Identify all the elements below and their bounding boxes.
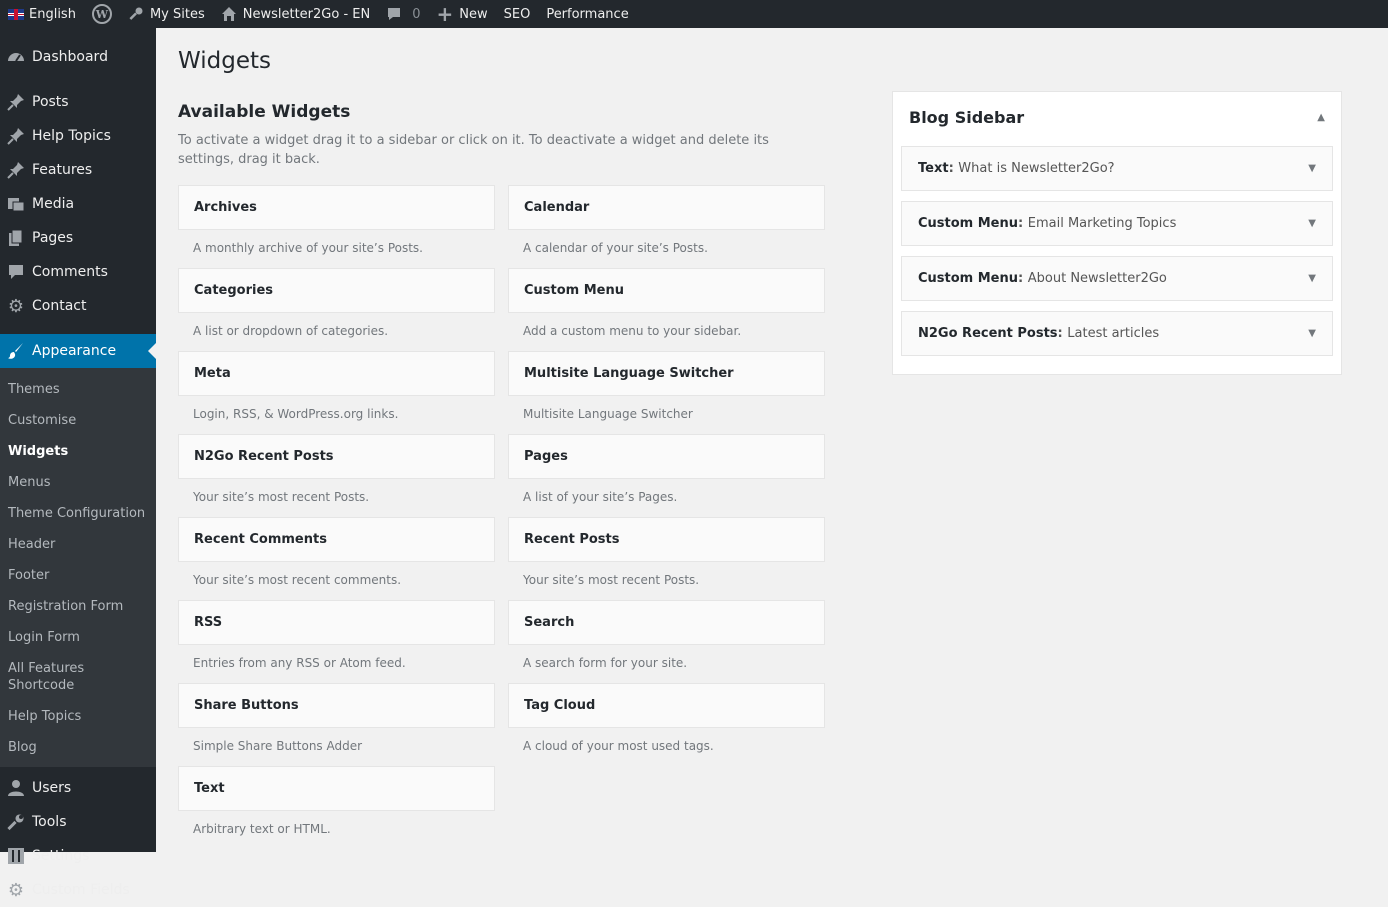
widget-recent-posts[interactable]: [508, 517, 825, 600]
appearance-submenu: [0, 368, 156, 767]
widget-title: Custom Menu: [524, 283, 625, 298]
widget-meta[interactable]: [178, 351, 495, 434]
blog-sidebar-area[interactable]: [892, 91, 1342, 375]
user-icon: [6, 778, 26, 798]
menu-label-appearance: Appearance: [32, 343, 117, 359]
admin-bar: [0, 0, 1388, 28]
widget-title: Categories: [194, 283, 274, 298]
sidebar-widget-type: N2Go Recent Posts: [918, 326, 1058, 341]
widget-title-bar[interactable]: [508, 434, 825, 479]
widget-title: Archives: [194, 200, 257, 215]
widget-description: Multisite Language Switcher: [523, 407, 693, 421]
wordpress-logo-icon: W: [92, 4, 112, 24]
submenu-item-blog[interactable]: Blog: [8, 740, 37, 755]
menu-label-pages: Pages: [32, 230, 74, 246]
collapse-arrow-icon[interactable]: ▲: [1317, 111, 1325, 123]
dashboard-icon: [6, 47, 26, 67]
widget-title-bar[interactable]: [178, 517, 495, 562]
expand-arrow-icon[interactable]: ▼: [1308, 218, 1316, 229]
menu-item-media[interactable]: [0, 187, 156, 221]
seo-menu[interactable]: [496, 0, 539, 28]
menu-item-contact[interactable]: [0, 289, 156, 323]
widget-title: Share Buttons: [194, 698, 299, 713]
widget-categories[interactable]: [178, 268, 495, 351]
submenu-item-customise[interactable]: Customise: [8, 413, 77, 428]
new-content-menu[interactable]: [428, 0, 495, 28]
widget-rss[interactable]: [178, 600, 495, 683]
widget-search[interactable]: [508, 600, 825, 683]
sidebar-widget-name: Email Marketing Topics: [1027, 216, 1177, 231]
sidebar-widget-text[interactable]: Text: What is Newsletter2Go? ▼: [901, 146, 1333, 191]
admin-menu: [0, 28, 156, 901]
widget-description: A list or dropdown of categories.: [193, 324, 389, 338]
sidebar-widget-name: What is Newsletter2Go?: [958, 161, 1115, 176]
widget-title-bar[interactable]: [508, 517, 825, 562]
widget-title: Calendar: [524, 200, 590, 215]
widget-description: Simple Share Buttons Adder: [193, 739, 363, 753]
menu-label-users: Users: [32, 780, 72, 796]
widget-description: A search form for your site.: [523, 656, 688, 670]
widget-description: Entries from any RSS or Atom feed.: [193, 656, 406, 670]
widget-calendar[interactable]: [508, 185, 825, 268]
paintbrush-icon: [6, 341, 26, 361]
widget-description: A cloud of your most used tags.: [523, 739, 714, 753]
uk-flag-icon: [8, 9, 24, 20]
menu-item-features[interactable]: [0, 153, 156, 187]
settings-sliders-icon: [6, 846, 26, 866]
widget-list-right: [508, 185, 825, 766]
widget-title-bar[interactable]: [508, 268, 825, 313]
widget-title-bar[interactable]: [508, 185, 825, 230]
submenu-item-registration-form[interactable]: Registration Form: [8, 599, 124, 614]
menu-item-help-topics[interactable]: [0, 119, 156, 153]
pushpin-icon: [6, 160, 26, 180]
pushpin-icon: [6, 92, 26, 112]
blog-sidebar-title: Blog Sidebar: [909, 107, 1025, 127]
site-name-menu[interactable]: [213, 0, 378, 28]
comments-count: 0: [412, 6, 421, 22]
sidebar-widget-type: Custom Menu: [918, 216, 1019, 231]
menu-item-custom-fields[interactable]: [0, 873, 156, 907]
available-widgets-description: To activate a widget drag it to a sidebar or click on it. To deactivate a widget and delete its settings, drag it back.: [178, 133, 769, 167]
pages-icon: [6, 228, 26, 248]
widget-archives[interactable]: [178, 185, 495, 268]
widget-title-bar[interactable]: [508, 600, 825, 645]
menu-item-comments[interactable]: [0, 255, 156, 289]
widget-title: Multisite Language Switcher: [524, 366, 734, 381]
widget-title: RSS: [194, 615, 223, 630]
widget-title-bar[interactable]: [178, 600, 495, 645]
menu-label-tools: Tools: [32, 814, 67, 830]
menu-label-features: Features: [32, 162, 93, 178]
my-sites-menu[interactable]: [120, 0, 213, 28]
submenu-item-themes[interactable]: Themes: [8, 382, 60, 397]
menu-item-settings[interactable]: [0, 839, 156, 873]
sidebar-widget-type: Custom Menu: [918, 271, 1019, 286]
widget-description: Your site’s most recent comments.: [193, 573, 402, 587]
widget-description: A calendar of your site’s Posts.: [523, 241, 708, 255]
sidebar-widget-type: Text: [918, 161, 949, 176]
widget-title: Tag Cloud: [524, 698, 596, 713]
site-name-label: Newsletter2Go - EN: [242, 6, 371, 22]
pushpin-icon: [6, 126, 26, 146]
widget-title: Text: [194, 781, 225, 796]
comments-menu[interactable]: [378, 0, 428, 28]
sidebar-widget-custom-menu-email[interactable]: Custom Menu: Email Marketing Topics ▼: [901, 201, 1333, 246]
gear-icon: ⚙: [7, 879, 25, 901]
menu-item-dashboard[interactable]: [0, 40, 156, 74]
plus-icon: +: [436, 2, 454, 26]
widget-title: Search: [524, 615, 575, 630]
submenu-item-footer[interactable]: Footer: [8, 568, 50, 583]
widget-description: A list of your site’s Pages.: [523, 490, 678, 504]
comment-bubble-icon: [6, 262, 26, 282]
menu-item-appearance[interactable]: [0, 334, 156, 368]
wordpress-logo-button[interactable]: [84, 0, 120, 28]
widget-title-bar[interactable]: [178, 185, 495, 230]
available-widgets-title: Available Widgets: [178, 102, 351, 122]
widget-title-bar[interactable]: [178, 683, 495, 728]
widget-pages[interactable]: [508, 434, 825, 517]
widget-custom-menu[interactable]: [508, 268, 825, 351]
submenu-item-header[interactable]: Header: [8, 537, 56, 552]
menu-label-comments: Comments: [32, 264, 108, 280]
sidebar-widget-custom-menu-about[interactable]: Custom Menu: About Newsletter2Go ▼: [901, 256, 1333, 301]
widget-title: Pages: [524, 449, 568, 464]
language-switcher[interactable]: [0, 0, 84, 28]
sidebar-widget-name: About Newsletter2Go: [1027, 271, 1167, 286]
submenu-item-theme-configuration[interactable]: Theme Configuration: [8, 506, 146, 521]
menu-item-tools[interactable]: [0, 805, 156, 839]
home-icon: [221, 6, 237, 22]
widget-description: Arbitrary text or HTML.: [193, 822, 331, 836]
expand-arrow-icon[interactable]: ▼: [1308, 163, 1316, 174]
widget-n2go-recent-posts[interactable]: [178, 434, 495, 517]
widget-share-buttons[interactable]: [178, 683, 495, 766]
gear-icon: ⚙: [7, 295, 25, 317]
menu-item-pages[interactable]: [0, 221, 156, 255]
menu-label-dashboard: Dashboard: [32, 49, 108, 65]
wrench-icon: [6, 812, 26, 832]
sidebar-widget-name: Latest articles: [1067, 326, 1160, 341]
widget-title-bar[interactable]: [178, 351, 495, 396]
menu-item-users[interactable]: [0, 771, 156, 805]
widget-title: Meta: [194, 366, 231, 381]
widget-title: N2Go Recent Posts: [194, 449, 334, 464]
widget-tag-cloud[interactable]: [508, 683, 825, 766]
comment-bubble-icon: [386, 6, 402, 22]
widget-title-bar[interactable]: [508, 683, 825, 728]
menu-label-custom-fields: Custom Fields: [32, 882, 130, 898]
page-title: Widgets: [178, 48, 271, 74]
widget-title: Recent Comments: [194, 532, 327, 547]
seo-label: SEO: [503, 6, 531, 22]
widget-description: Your site’s most recent Posts.: [193, 490, 370, 504]
language-label: English: [29, 6, 76, 22]
expand-arrow-icon[interactable]: ▼: [1308, 328, 1316, 339]
widget-description: A monthly archive of your site’s Posts.: [193, 241, 423, 255]
submenu-item-login-form[interactable]: Login Form: [8, 630, 80, 645]
widget-title-bar[interactable]: [508, 351, 825, 396]
expand-arrow-icon[interactable]: ▼: [1308, 273, 1316, 284]
my-sites-label: My Sites: [149, 6, 205, 22]
widget-description: Your site’s most recent Posts.: [523, 573, 700, 587]
submenu-item-all-features-shortcode[interactable]: All Features Shortcode: [8, 661, 85, 693]
key-icon: [128, 6, 144, 22]
menu-label-contact: Contact: [32, 298, 87, 314]
blog-sidebar-header[interactable]: [893, 92, 1341, 142]
menu-label-posts: Posts: [32, 94, 69, 110]
submenu-item-menus[interactable]: Menus: [8, 475, 51, 490]
new-label: New: [459, 6, 488, 22]
menu-label-help-topics: Help Topics: [32, 128, 111, 144]
widget-text[interactable]: [178, 766, 495, 849]
widget-description: Login, RSS, & WordPress.org links.: [193, 407, 399, 421]
widget-title-bar[interactable]: [178, 268, 495, 313]
performance-label: Performance: [546, 6, 629, 22]
widget-description: Add a custom menu to your sidebar.: [523, 324, 742, 338]
submenu-item-help-topics[interactable]: Help Topics: [8, 709, 82, 724]
widget-title: Recent Posts: [524, 532, 620, 547]
media-icon: [6, 194, 26, 214]
widget-recent-comments[interactable]: [178, 517, 495, 600]
widget-title-bar[interactable]: [178, 766, 495, 811]
submenu-item-widgets[interactable]: Widgets: [8, 444, 69, 459]
performance-menu[interactable]: [538, 0, 636, 28]
widget-list-left: [178, 185, 495, 849]
widget-title-bar[interactable]: [178, 434, 495, 479]
widget-multisite-language-switcher[interactable]: [508, 351, 825, 434]
menu-label-media: Media: [32, 196, 75, 212]
menu-item-posts[interactable]: [0, 85, 156, 119]
menu-label-settings: Settings: [32, 848, 90, 864]
sidebar-widget-n2go-recent-posts[interactable]: N2Go Recent Posts: Latest articles ▼: [901, 311, 1333, 356]
